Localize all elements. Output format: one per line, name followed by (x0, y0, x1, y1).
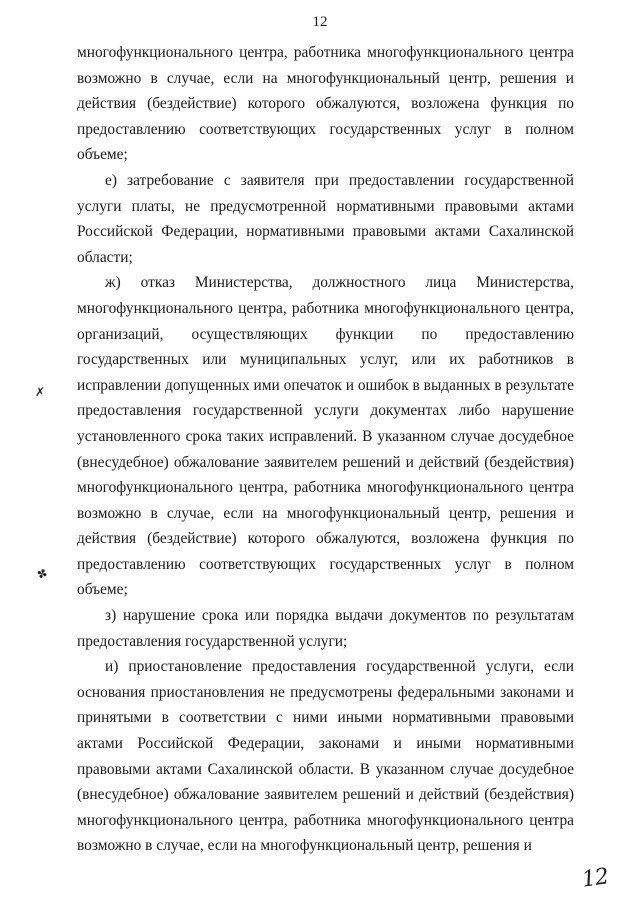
margin-mark-icon: ✗ (35, 385, 46, 399)
paragraph-item-e: е) затребование с заявителя при предоставлении государственной услуги платы, не предусмотренной нормативными правовыми актами Российской Федерации, нормативными правовыми актами Сахалинской области; (77, 171, 574, 266)
paragraph-item-i: и) приостановление предоставления государственной услуги, если основания приостановления не предусмотрены федеральными законами и принятыми в соответствии с ними иными нормативными правовыми актами Российской Федерации, законами и иными нормативными правовыми актами Сахалинской области. В указанном случае досудебное (внесудебное) обжалование заявителем решений и действий (бездействия) многофункционального центра, работника многофункционального центра возможно в случае, если на многофункциональный центр, решения и (77, 658, 574, 855)
handwritten-page-number: 12 (580, 864, 610, 893)
paragraph-item-z: з) нарушение срока или порядка выдачи документов по результатам предоставления государственной услуги; (77, 607, 574, 650)
document-body (77, 40, 574, 859)
page-number: 12 (312, 14, 328, 30)
paragraph-continuation: многофункционального центра, работника многофункционального центра возможно в случае, если на многофункциональный центр, решения и действия (бездействие) которого обжалуются, возложена функция по предоставлению соответствующих государственных услуг в полном объеме; (77, 44, 574, 164)
paragraph-item-zh: ж) отказ Министерства, должностного лица Министерства, многофункционального центра, работника многофункционального центра, организаций, осуществляющих функции по предоставлению государственных или муниципальных услуг, или их работников в исправлении допущенных ими опечаток и ошибок в выданных в результате предоставления государственной услуги документах либо нарушение установленного срока таких исправлений. В указанном случае досудебное (внесудебное) обжалование заявителем решений и действий (бездействия) многофункционального центра, работника многофункционального центра возможно в случае, если на многофункциональный центр, решения и действия (бездействие) которого обжалуются, возложена функция по предоставлению соответствующих государственных услуг в полном объеме; (77, 274, 574, 599)
margin-blot-icon: ✤ (34, 565, 50, 583)
